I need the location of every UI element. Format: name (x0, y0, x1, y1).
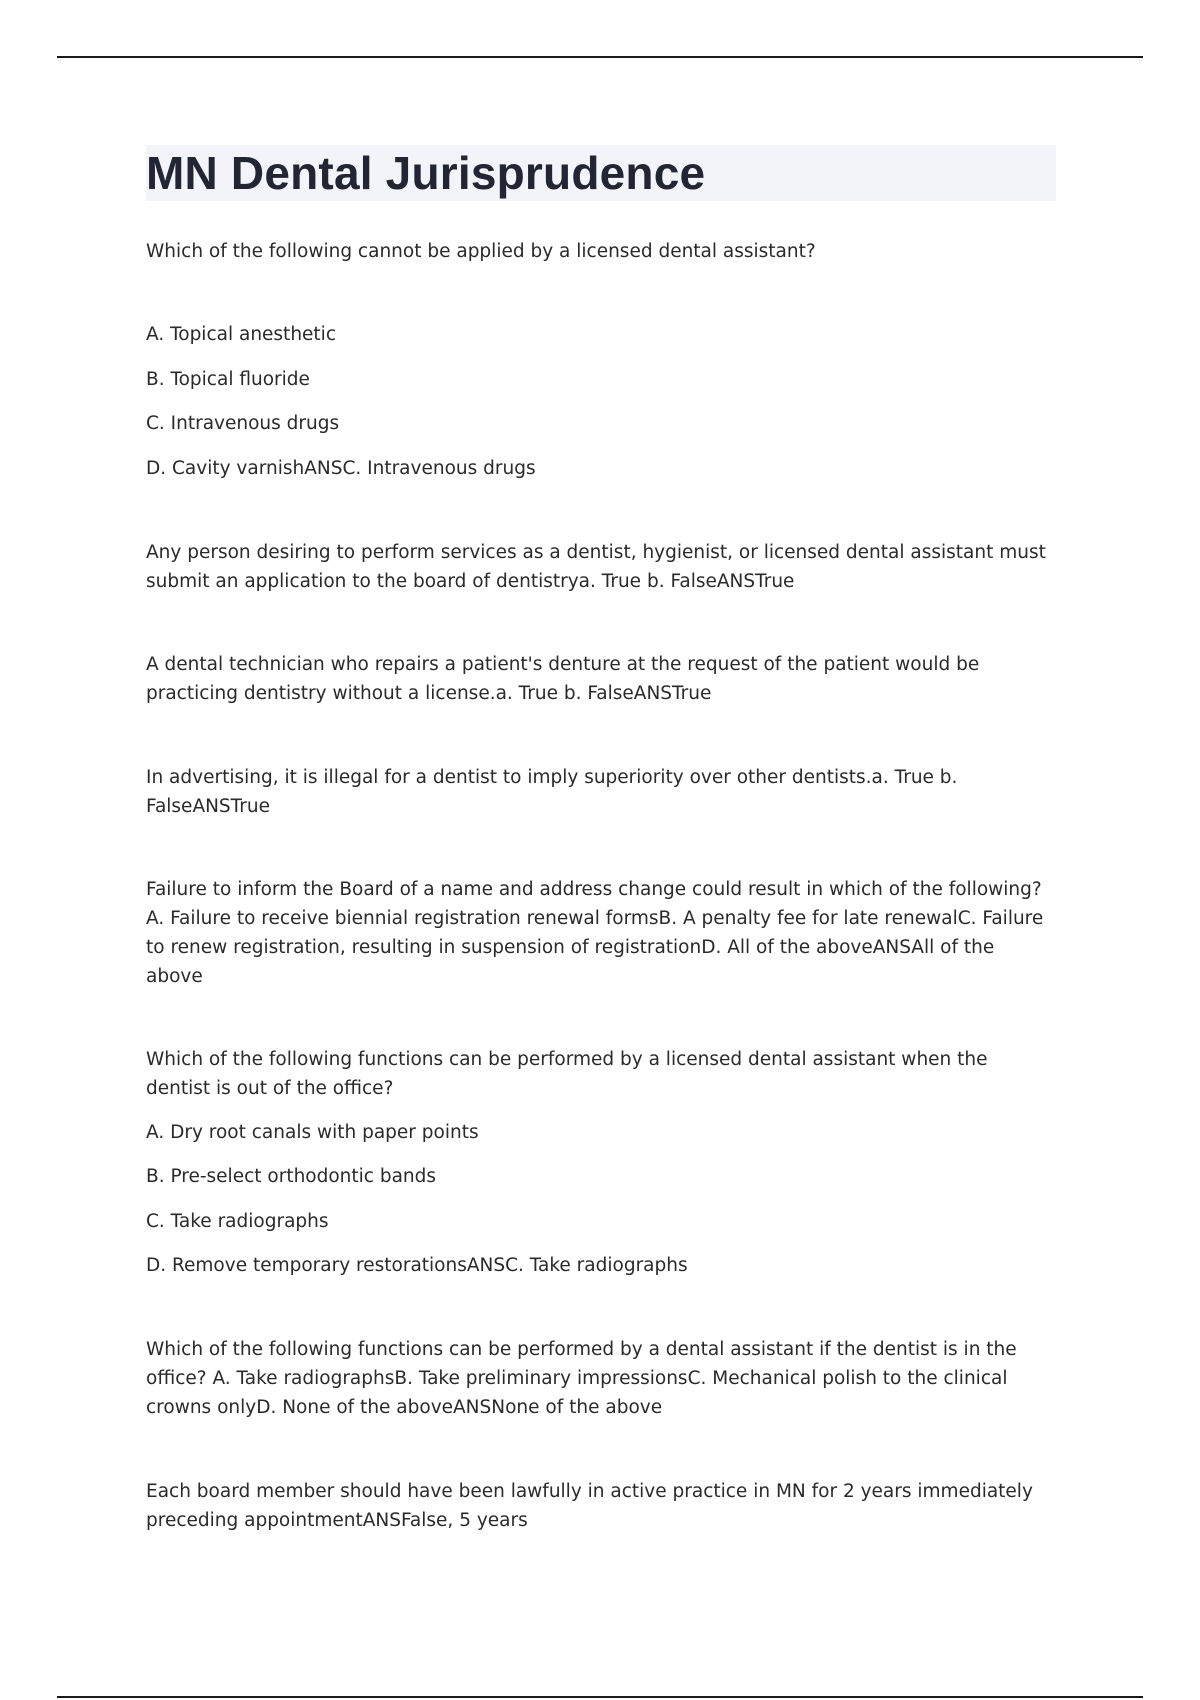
bottom-rule (57, 1696, 1143, 1698)
option-6b: B. Pre-select orthodontic bands (146, 1166, 437, 1187)
qa-list (146, 237, 1056, 1535)
option-1d-answer: D. Cavity varnishANSC. Intravenous drugs (146, 458, 536, 479)
option-6d-answer: D. Remove temporary restorationsANSC. Take radiographs (146, 1255, 688, 1276)
question-2: Any person desiring to perform services as a dentist, hygienist, or licensed dental assistant must submit an application to the board of dentistrya. True b. FalseANSTrue (146, 542, 1046, 592)
document-content (146, 145, 1056, 1535)
title-band (146, 145, 1056, 201)
question-4: In advertising, it is illegal for a dentist to imply superiority over other dentists.a. True b. FalseANSTrue (146, 767, 958, 817)
option-1a: A. Topical anesthetic (146, 324, 336, 345)
question-7: Which of the following functions can be performed by a dental assistant if the dentist is in the office? A. Take radiographsB. Take preliminary impressionsC. Mechanical polish to the clinical crowns onlyD. None of the aboveANSNone of the above (146, 1339, 1017, 1418)
option-1c: C. Intravenous drugs (146, 413, 340, 434)
question-6: Which of the following functions can be performed by a licensed dental assistant when the dentist is out of the office? (146, 1049, 988, 1099)
question-5: Failure to inform the Board of a name and address change could result in which of the following?A. Failure to receive biennial registration renewal formsB. A penalty fee for late renewalC. Failure to renew registration, resulting in suspension of registrationD. All of the aboveANSAll of the above (146, 879, 1044, 987)
option-6a: A. Dry root canals with paper points (146, 1122, 479, 1143)
document-title: MN Dental Jurisprudence (146, 147, 706, 199)
question-3: A dental technician who repairs a patient's denture at the request of the patient would be practicing dentistry without a license.a. True b. FalseANSTrue (146, 654, 980, 704)
option-1b: B. Topical fluoride (146, 369, 310, 390)
top-rule (57, 56, 1143, 58)
question-1: Which of the following cannot be applied by a licensed dental assistant? (146, 241, 816, 262)
question-8: Each board member should have been lawfully in active practice in MN for 2 years immediately preceding appointmentANSFalse, 5 years (146, 1481, 1033, 1531)
option-6c: C. Take radiographs (146, 1211, 329, 1232)
